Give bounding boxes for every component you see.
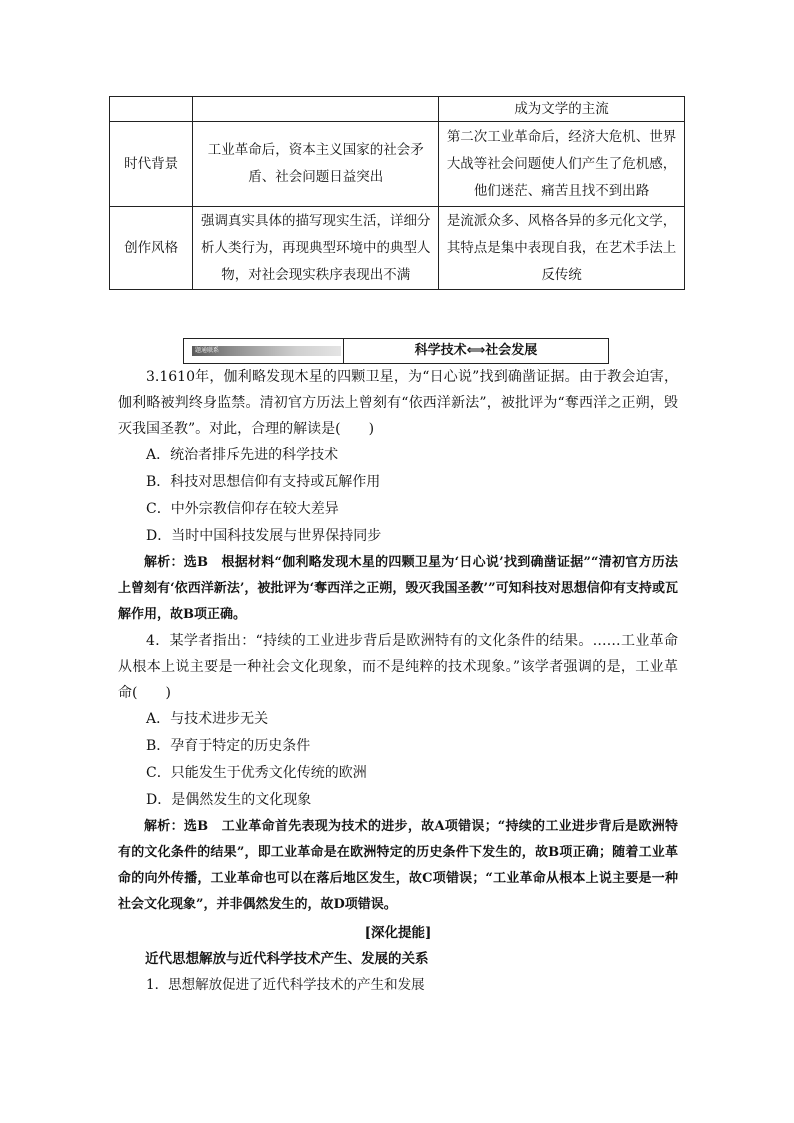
comparison-table [109, 96, 685, 290]
deepen-point-1: 1．思想解放促进了近代科学技术的产生和发展 [146, 977, 425, 993]
table-cell: 成为文学的主流 [439, 97, 685, 122]
question-4-option-c: C．只能发生于优秀文化传统的欧洲 [146, 765, 367, 781]
question-3-option-c: C．中外宗教信仰存在较大差异 [146, 501, 339, 517]
question-4-option-d: D．是偶然发生的文化现象 [146, 792, 312, 808]
banner-tag [184, 339, 344, 363]
question-4-option-a: A．与技术进步无关 [146, 711, 269, 727]
table-cell: 强调真实具体的描写现实生活，详细分析人类行为，再现典型环境中的典型人物，对社会现实秩序表现出不满 [193, 207, 439, 290]
table-row [110, 207, 685, 290]
document-body [118, 364, 678, 999]
question-3-option-b: B．科技对思想信仰有支持或瓦解作用 [146, 474, 381, 490]
table-cell: 工业革命后，资本主义国家的社会矛盾、社会问题日益突出 [193, 122, 439, 207]
question-3-option-d: D．当时中国科技发展与世界保持同步 [146, 528, 382, 544]
row-label: 时代背景 [110, 122, 193, 207]
question-4-stem: 4．某学者指出：“持续的工业进步背后是欧洲特有的文化条件的结果。……工业革命从根本上说主要是一种社会文化现象，而不是纯粹的技术现象。”该学者强调的是，工业革命( ) [118, 633, 678, 701]
question-4-option-b: B．孕育于特定的历史条件 [146, 738, 311, 754]
question-3-option-a: A．统治者排斥先进的科学技术 [146, 447, 339, 463]
table-cell: 第二次工业革命后，经济大危机、世界大战等社会问题使人们产生了危机感，他们迷茫、痛苦且找不到出路 [439, 122, 685, 207]
question-3-stem: 3.1610年，伽利略发现木星的四颗卫星，为“日心说”找到确凿证据。由于教会迫害，伽利略被判终身监禁。清初官方历法上曾刻有“依西洋新法”，被批评为“奪西洋之正朔，毁灭我国圣教”。对此，合理的解读是( ) [118, 369, 678, 437]
table-row [110, 97, 685, 122]
table-cell [193, 97, 439, 122]
row-label [110, 97, 193, 122]
table-row [110, 122, 685, 207]
table-cell: 是流派众多、风格各异的多元化文学，其特点是集中表现自我，在艺术手法上反传统 [439, 207, 685, 290]
question-3-analysis: 解析：选B 根据材料“伽利略发现木星的四颗卫星为‘日心说’找到确凿证据”“清初官方历法上曾刻有‘依西洋新法’，被批评为‘奪西洋之正朔，毁灭我国圣教’”可知科技对思想信仰有支持或瓦解作用，故B项正确。 [118, 555, 678, 622]
section-banner [183, 338, 609, 364]
banner-tag-bar: 题通联系 [192, 346, 341, 356]
deepen-heading: [深化提能] [364, 925, 432, 941]
question-4-analysis: 解析：选B 工业革命首先表现为技术的进步，故A项错误；“持续的工业进步背后是欧洲特有的文化条件的结果”，即工业革命是在欧洲特定的历史条件下发生的，故B项正确；随着工业革命的向外传播，工业革命也可以在落后地区发生，故C项错误；“工业革命从根本上说主要是一种社会文化现象”，并非偶然发生的，故D项错误。 [118, 819, 678, 912]
banner-title: 科学技术⟺社会发展 [414, 343, 538, 358]
deepen-subtitle: 近代思想解放与近代科学技术产生、发展的关系 [145, 951, 429, 967]
row-label: 创作风格 [110, 207, 193, 290]
